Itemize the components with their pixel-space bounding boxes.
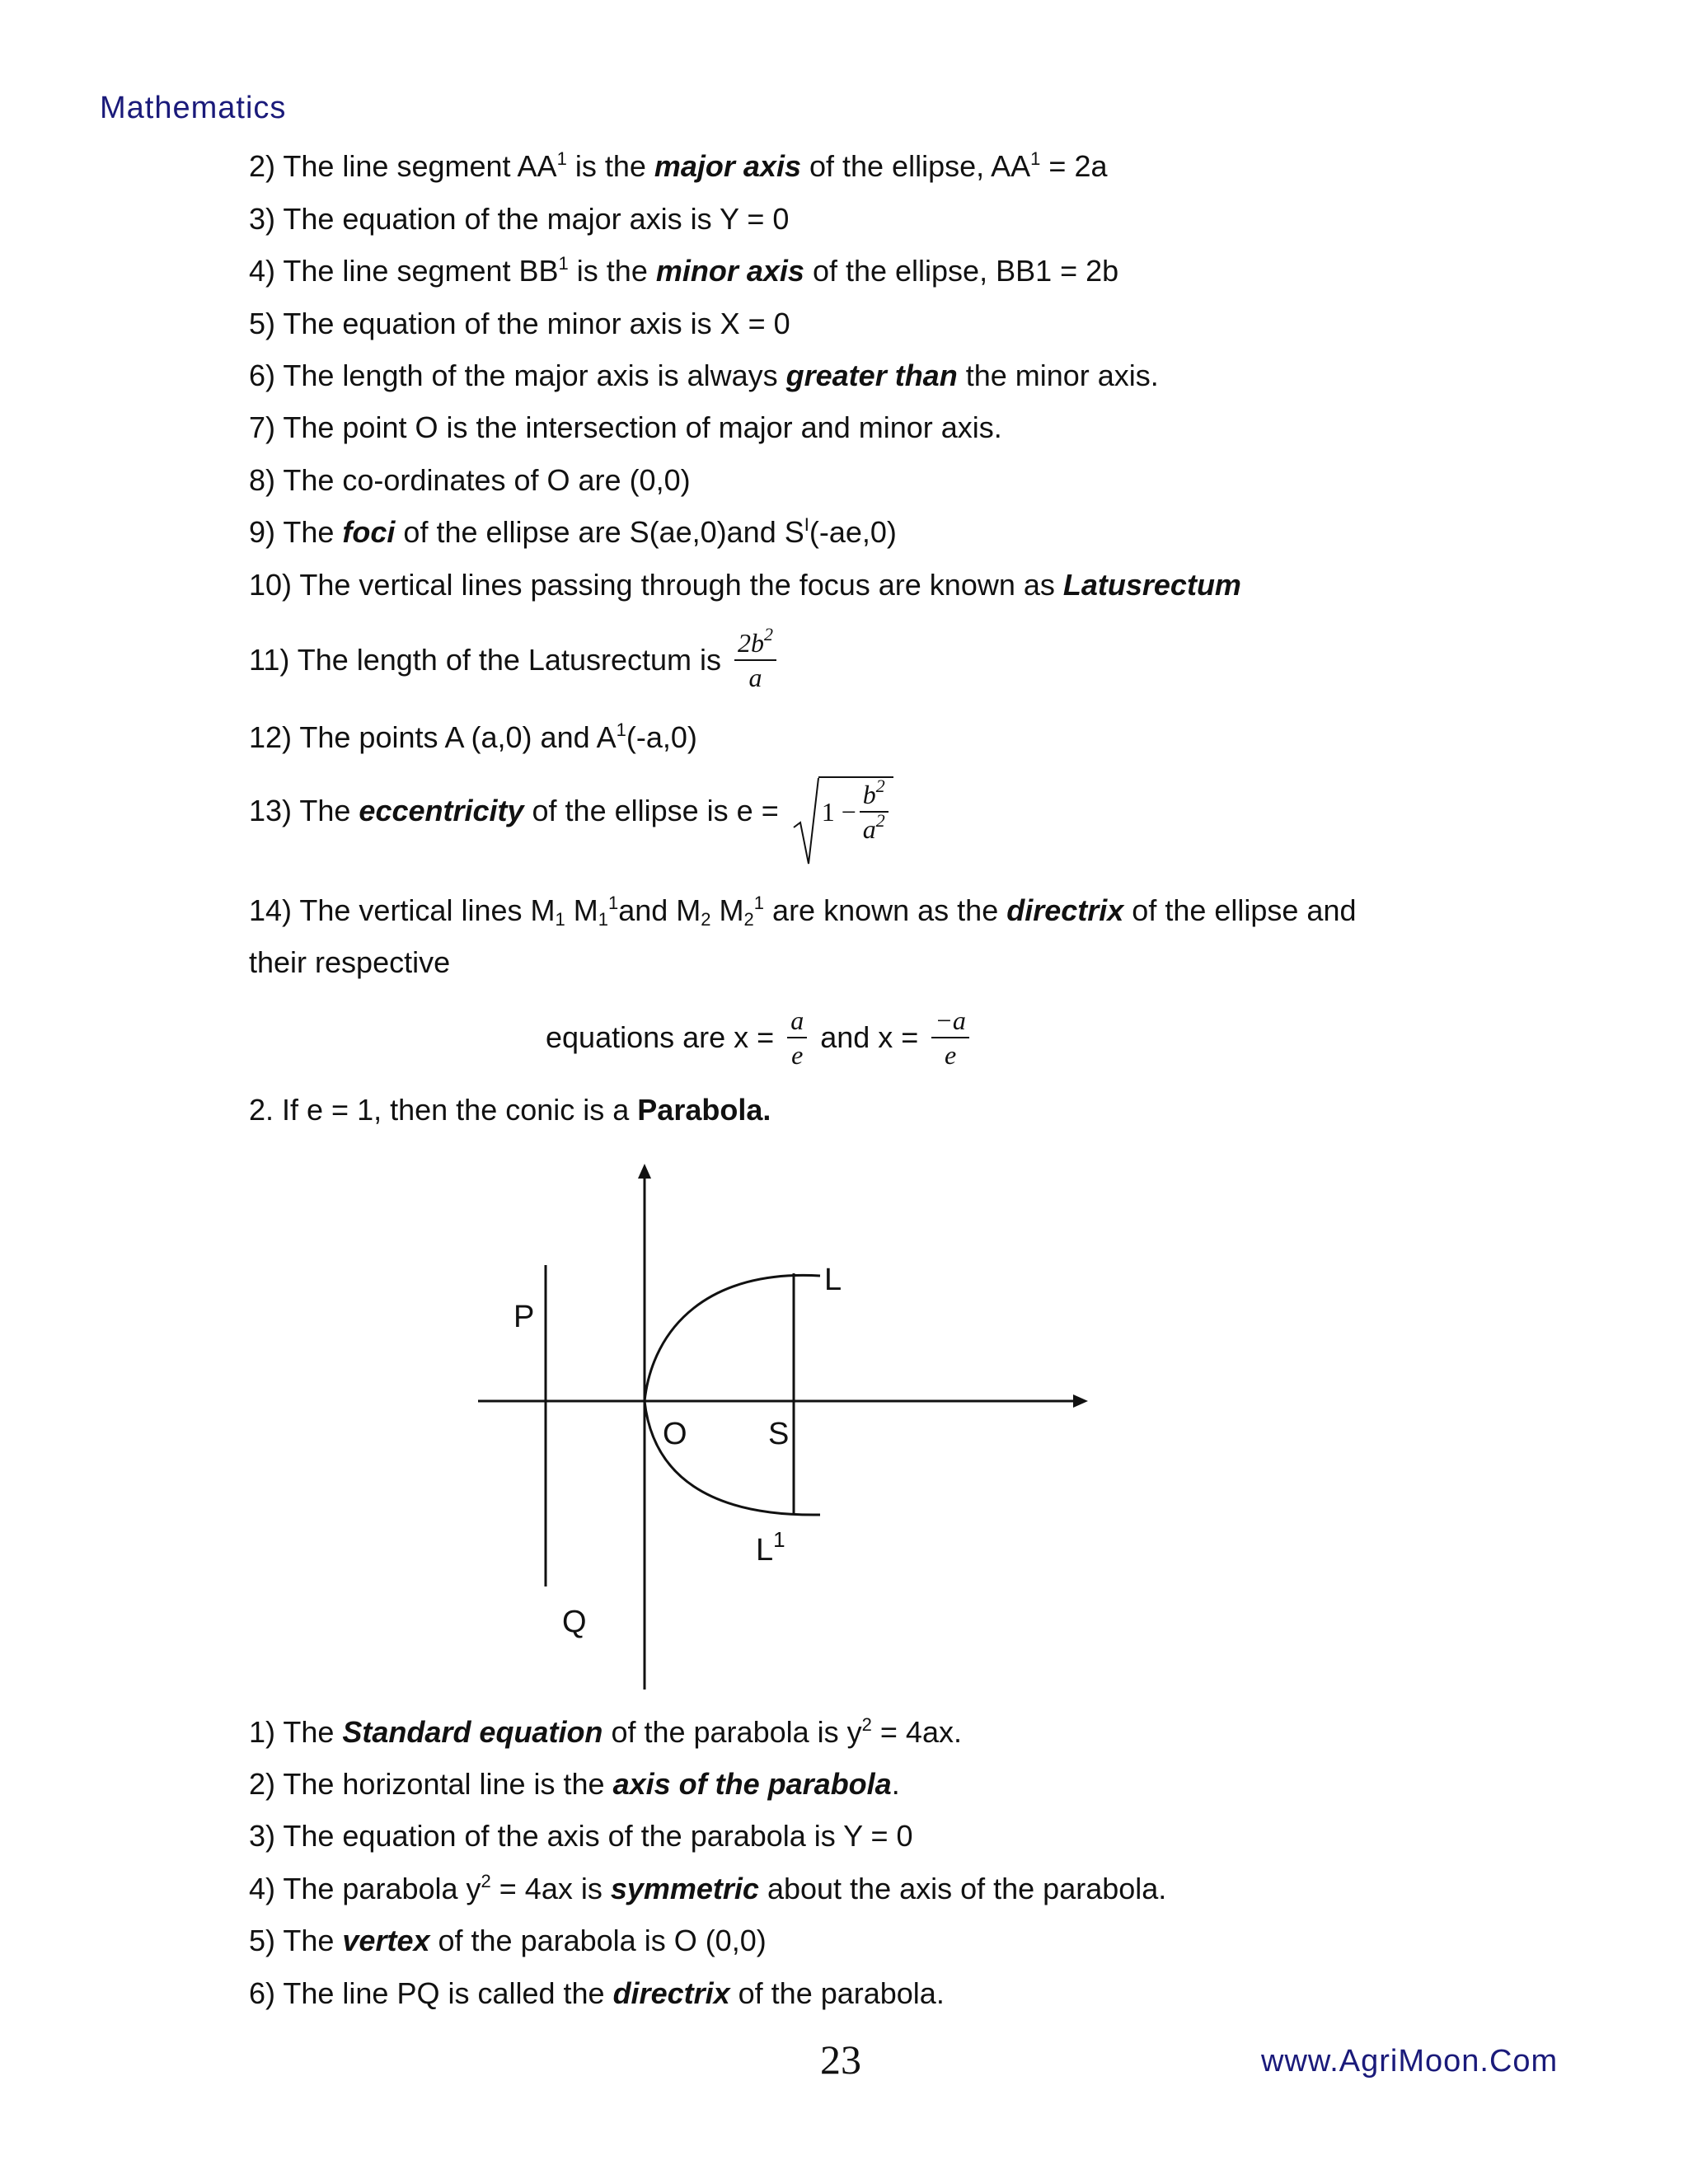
parabola-heading: 2. If e = 1, then the conic is a Parabola. [249,1093,771,1127]
x-axis-arrow-icon [1073,1394,1088,1408]
eccentricity-radical: 1 − $\frac{b^2}{a^2}$ [792,776,893,846]
parabola-item-1: 1) The Standard equation of the parabola is $y^2 = 4ax$. [249,1714,962,1749]
label-L1: $L^1$ [756,1527,785,1568]
label-O: O [663,1417,687,1451]
parabola-item-3: 3) The equation of the axis of the parabola is Y = 0 [249,1819,913,1853]
ellipse-item-6: 6) The length of the major axis is always greater than the minor axis. [249,359,1159,392]
ellipse-item-5: 5) The equation of the minor axis is X = 0 [249,307,790,340]
ellipse-item-14: 14) The vertical lines $M_1$ $M_1^1and$ $M_2$ $M_2^1$ are known as the directrix of the ellipse and [249,893,1357,930]
header-subject: Mathematics [100,91,287,125]
page-number: 23 [820,2036,861,2083]
ellipse-item-12: 12) The points A (a,0) and $A^1(-a,0)$ [249,719,697,754]
parabola-item-4: 4) The parabola $y^2 = 4ax$ is symmetric about the axis of the parabola. [249,1871,1167,1905]
ellipse-item-7: 7) The point O is the intersection of major and minor axis. [249,410,1002,444]
label-Q: Q [562,1605,587,1639]
directrix-equations: equations are x = $\frac{a}{e}$ and x = $\frac{-a}{e}$ [546,1004,974,1071]
label-S: S [768,1417,790,1451]
website-link[interactable]: www.AgriMoon.Com [1261,2044,1559,2079]
ellipse-item-11: 11) The length of the Latusrectum is $\frac{2b^2}{a}$ [249,626,781,694]
parabola-item-6: 6) The line PQ is called the directrix of the parabola. [249,1976,945,2010]
ellipse-item-10: 10) The vertical lines passing through the focus are known as Latusrectum [249,568,1241,602]
ellipse-item-8: 8) The co-ordinates of O are (0,0) [249,463,691,497]
latusrectum-fraction: $\frac{2b^2}{a}$ [734,626,776,694]
radical-sign-icon [792,776,820,867]
ellipse-item-9: 9) The foci of the ellipse are S(ae,0)and $S^I(-ae,0)$ [249,514,897,549]
y-axis-arrow-icon [638,1164,651,1179]
parabola-item-2: 2) The horizontal line is the axis of the parabola. [249,1767,900,1801]
ellipse-item-3: 3) The equation of the major axis is Y = 0 [249,202,790,236]
label-L: L [824,1263,842,1297]
ellipse-item-13: 13) The eccentricity of the ellipse is e = 1 − $\frac{b^2}{a^2}$ [249,776,893,846]
parabola-item-5: 5) The vertex of the parabola is O (0,0) [249,1924,767,1957]
parabola-figure [462,1154,1088,1698]
ellipse-item-4: 4) The line segment $BB^1$ is the minor axis of the ellipse, BB1 = 2b [249,253,1119,288]
ellipse-item-14-cont: their respective [249,945,451,979]
ellipse-item-2: 2) The line segment $AA^1$ is the major axis of the ellipse, $AA^1 = 2a$ [249,148,1108,183]
label-P: P [513,1300,535,1334]
